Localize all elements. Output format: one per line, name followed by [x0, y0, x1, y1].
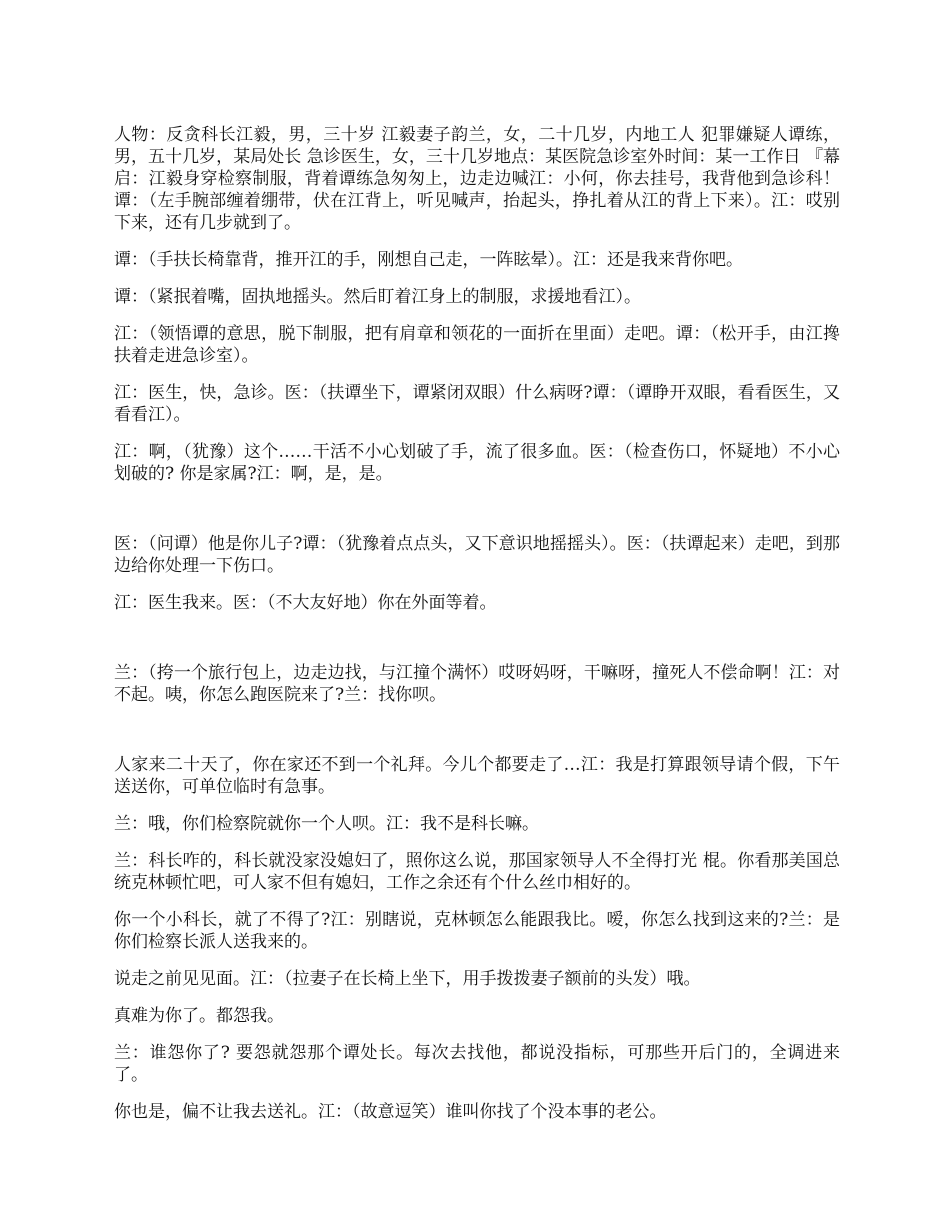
- paragraph-dialogue: 兰：谁怨你了? 要怨就怨那个谭处长。每次去找他，都说没指标，可那些开后门的，全调进来了。: [114, 1043, 840, 1085]
- paragraph-dialogue: 谭：（紧抿着嘴，固执地摇头。然后盯着江身上的制服，求援地看江）。: [114, 287, 641, 307]
- paragraph-dialogue: 你也是，偏不让我去送礼。江：（故意逗笑）谁叫你找了个没本事的老公。: [114, 1102, 667, 1122]
- paragraph-cast-and-setting: 人物：反贪科长江毅，男，三十岁 江毅妻子韵兰，女，二十几岁，内地工人 犯罪嫌疑人谭练，男，五十几岁，某局处长 急诊医生，女，三十几岁地点：某医院急诊室外时间：某一工作日 『幕启：江毅身穿检察制服，背着谭练急匆匆上，边走边喊江：小何，你去挂号，我背他到急诊科！谭：（左手腕部缠着绷带，伏在江背上，听见喊声，抬起头，挣扎着从江的背上下来）。江：哎别下来，还有几步就到了。: [114, 125, 840, 233]
- paragraph-dialogue: 兰：哦，你们检察院就你一个人呗。江：我不是科长嘛。: [114, 814, 539, 834]
- paragraph-dialogue: 江：啊，（犹豫）这个……干活不小心划破了手，流了很多血。医：（检查伤口，怀疑地）不小心划破的? 你是家属?江：啊，是，是。: [114, 442, 840, 484]
- paragraph-dialogue: 你一个小科长，就了不得了?江：别瞎说，克林顿怎么能跟我比。嗳，你怎么找到这来的?兰：是你们检察长派人送我来的。: [114, 910, 840, 952]
- paragraph-dialogue: 真难为你了。都怨我。: [114, 1006, 284, 1026]
- paragraph-dialogue: 兰：（挎一个旅行包上，边走边找，与江撞个满怀）哎呀妈呀，干嘛呀，撞死人不偿命啊！江：对不起。咦，你怎么跑医院来了?兰：找你呗。: [114, 663, 840, 705]
- paragraph-dialogue: 兰：科长咋的，科长就没家没媳妇了，照你这么说，那国家领导人不全得打光 棍。你看那美国总统克林顿忙吧，可人家不但有媳妇，工作之余还有个什么丝巾相好的。: [114, 851, 840, 893]
- paragraph-dialogue: 江：（领悟谭的意思，脱下制服，把有肩章和领花的一面折在里面）走吧。谭：（松开手，由江搀扶着走进急诊室）。: [114, 324, 840, 366]
- paragraph-dialogue: 江：医生我来。医：（不大友好地）你在外面等着。: [114, 593, 497, 613]
- paragraph-dialogue: 谭：（手扶长椅靠背，推开江的手，刚想自己走，一阵眩晕）。江：还是我来背你吧。: [114, 250, 743, 270]
- paragraph-dialogue: 江：医生，快，急诊。医：（扶谭坐下，谭紧闭双眼）什么病呀?谭：（谭睁开双眼，看看医生，又看看江）。: [114, 383, 840, 425]
- paragraph-dialogue: 医：（问谭）他是你儿子?谭：（犹豫着点点头，又下意识地摇摇头）。医：（扶谭起来）走吧，到那边给你处理一下伤口。: [114, 534, 840, 576]
- paragraph-dialogue: 人家来二十天了，你在家还不到一个礼拜。今儿个都要走了…江：我是打算跟领导请个假，下午送送你，可单位临时有急事。: [114, 755, 840, 797]
- paragraph-dialogue: 说走之前见见面。江：（拉妻子在长椅上坐下，用手拨拨妻子额前的头发）哦。: [114, 969, 701, 989]
- document-body: [114, 124, 840, 1138]
